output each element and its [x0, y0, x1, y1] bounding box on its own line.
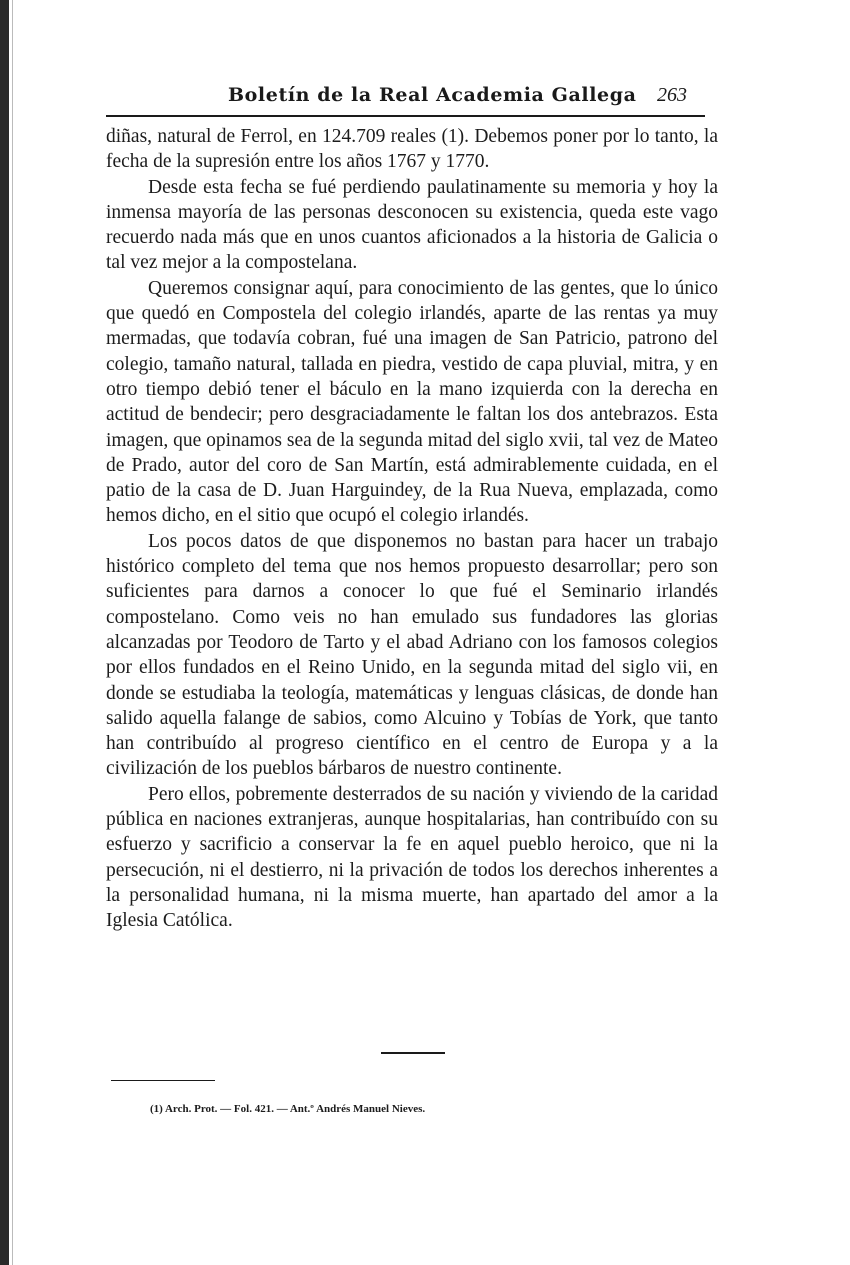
scan-binding-edge [0, 0, 9, 1265]
header-rule [106, 115, 705, 117]
section-end-rule [381, 1052, 445, 1054]
footnote-rule [111, 1080, 215, 1081]
footnote: (1) Arch. Prot. — Fol. 421. — Ant.º Andrés Manuel Nieves. [150, 1103, 426, 1115]
body-text [106, 124, 718, 934]
running-title: Boletín de la Real Academia Gallega [228, 84, 637, 106]
paragraph: Queremos consignar aquí, para conocimiento de las gentes, que lo único que quedó en Compostela del colegio irlandés, aparte de las rentas ya muy mermadas, que todavía cobran, fué una imagen de San Patricio, patrono del colegio, tamaño natural, tallada en piedra, vestido de capa pluvial, mitra, y en otro tiempo debió tener el báculo en la mano izquierda con la derecha en actitud de bendecir; pero desgraciadamente le faltan los dos antebrazos. Esta imagen, que opinamos sea de la segunda mitad del siglo xvii, tal vez de Mateo de Prado, autor del coro de San Martín, está admirablemente cuidada, en el patio de la casa de D. Juan Harguindey, de la Rua Nueva, emplazada, como hemos dicho, en el sitio que ocupó el colegio irlandés. [106, 277, 718, 527]
paragraph-continuation: diñas, natural de Ferrol, en 124.709 reales (1). Debemos poner por lo tanto, la fecha de la supresión entre los años 1767 y 1770. [106, 126, 718, 173]
paragraph: Desde esta fecha se fué perdiendo paulatinamente su memoria y hoy la inmensa mayoría de las personas desconocen su existencia, queda este vago recuerdo nada más que en unos cuantos aficionados a la historia de Galicia o tal vez mejor a la compostelana. [106, 176, 718, 274]
paragraph: Pero ellos, pobremente desterrados de su nación y viviendo de la caridad pública en naciones extranjeras, aunque hospitalarias, han contribuído con su esfuerzo y sacrificio a conservar la fe en aquel pueblo heroico, que ni la persecución, ni el destierro, ni la privación de todos los derechos inherentes a la personalidad humana, ni la misma muerte, han apartado del amor a la Iglesia Católica. [106, 783, 718, 932]
scan-edge-line [12, 0, 13, 1265]
page-number: 263 [657, 84, 687, 106]
paragraph: Los pocos datos de que disponemos no bastan para hacer un trabajo histórico completo del tema que nos hemos propuesto desarrollar; pero son suficientes para darnos a conocer lo que fué el Seminario irlandés compostelano. Como veis no han emulado sus fundadores las glorias alcanzadas por Teodoro de Tarto y el abad Adriano con los famosos colegios por ellos fundados en el Reino Unido, en la segunda mitad del siglo vii, en donde se estudiaba la teología, matemáticas y lenguas clásicas, de donde han salido aquella falange de sabios, como Alcuino y Tobías de York, que tanto han contribuído al progreso científico en el centro de Europa y a la civilización de los pueblos bárbaros de nuestro continente. [106, 530, 718, 780]
